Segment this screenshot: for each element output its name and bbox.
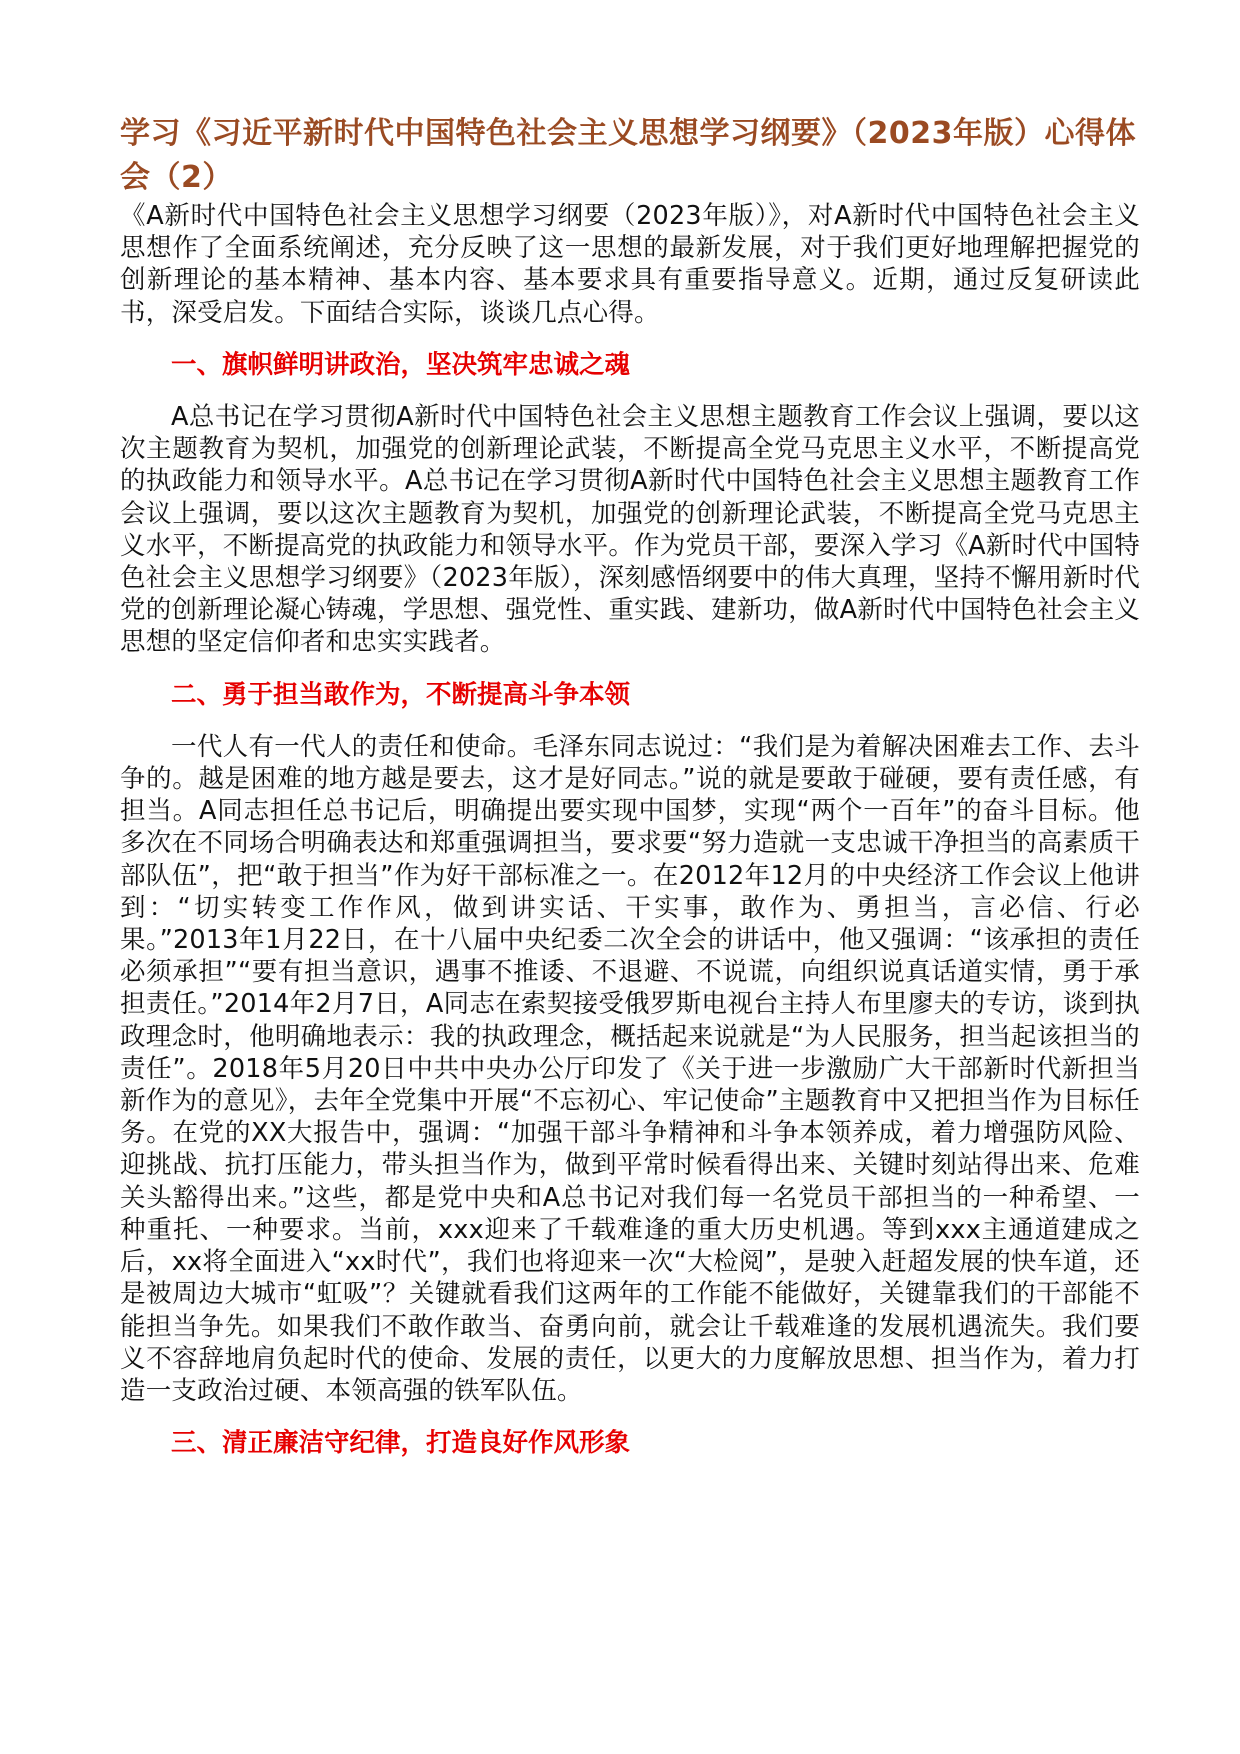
document-page bbox=[120, 112, 1140, 1459]
section-body-2: 一代人有一代人的责任和使命。毛泽东同志说过：“我们是为着解决困难去工作、去斗争的。越是困难的地方越是要去，这才是好同志。”说的就是要敢于碰硬，要有责任感，有担当。A同志担任总书记后，明确提出要实现中国梦，实现“两个一百年”的奋斗目标。他多次在不同场合明确表达和郑重强调担当，要求要“努力造就一支忠诚干净担当的高素质干部队伍”，把“敢于担当”作为好干部标准之一。在2012年12月的中央经济工作会议上他讲到：“切实转变工作作风，做到讲实话、干实事，敢作为、勇担当，言必信、行必果。”2013年1月22日，在十八届中央纪委二次全会的讲话中，他又强调：“该承担的责任必须承担”“要有担当意识，遇事不推诿、不退避、不说谎，向组织说真话道实情，勇于承担责任。”2014年2月7日，A同志在索契接受俄罗斯电视台主持人布里廖夫的专访，谈到执政理念时，他明确地表示：我的执政理念，概括起来说就是“为人民服务，担当起该担当的责任”。2018年5月20日中共中央办公厅印发了《关于进一步激励广大干部新时代新担当新作为的意见》，去年全党集中开展“不忘初心、牢记使命”主题教育中又把担当作为目标任务。在党的XX大报告中，强调：“加强干部斗争精神和斗争本领养成，着力增强防风险、迎挑战、抗打压能力，带头担当作为，做到平常时候看得出来、关键时刻站得出来、危难关头豁得出来。”这些，都是党中央和A总书记对我们每一名党员干部担当的一种希望、一种重托、一种要求。当前，xxx迎来了千载难逢的重大历史机遇。等到xxx主通道建成之后，xx将全面进入“xx时代”，我们也将迎来一次“大检阅”，是驶入赶超发展的快车道，还是被周边大城市“虹吸”？关键就看我们这两年的工作能不能做好，关键靠我们的干部能不能担当争先。如果我们不敢作敢当、奋勇向前，就会让千载难逢的发展机遇流失。我们要义不容辞地肩负起时代的使命、发展的责任，以更大的力度解放思想、担当作为，着力打造一支政治过硬、本领高强的铁军队伍。 bbox=[120, 731, 1140, 1406]
section-heading-1: 一、旗帜鲜明讲政治，坚决筑牢忠诚之魂 bbox=[171, 349, 631, 380]
section-heading-3: 三、清正廉洁守纪律，打造良好作风形象 bbox=[171, 1428, 631, 1459]
document-title: 学习《习近平新时代中国特色社会主义思想学习纲要》（2023年版）心得体会（2） bbox=[120, 116, 1136, 195]
section-heading-2: 二、勇于担当敢作为，不断提高斗争本领 bbox=[171, 679, 631, 710]
section-body-1: A总书记在学习贯彻A新时代中国特色社会主义思想主题教育工作会议上强调，要以这次主题教育为契机，加强党的创新理论武装，不断提高全党马克思主义水平，不断提高党的执政能力和领导水平。A总书记在学习贯彻A新时代中国特色社会主义思想主题教育工作会议上强调，要以这次主题教育为契机，加强党的创新理论武装，不断提高全党马克思主义水平，不断提高党的执政能力和领导水平。作为党员干部，要深入学习《A新时代中国特色社会主义思想学习纲要》（2023年版），深刻感悟纲要中的伟大真理，坚持不懈用新时代党的创新理论凝心铸魂，学思想、强党性、重实践、建新功，做A新时代中国特色社会主义思想的坚定信仰者和忠实实践者。 bbox=[120, 402, 1140, 658]
intro-paragraph: 《A新时代中国特色社会主义思想学习纲要（2023年版）》，对A新时代中国特色社会主义思想作了全面系统阐述，充分反映了这一思想的最新发展，对于我们更好地理解把握党的创新理论的基本精神、基本内容、基本要求具有重要指导意义。近期，通过反复研读此书，深受启发。下面结合实际，谈谈几点心得。 bbox=[120, 201, 1140, 328]
